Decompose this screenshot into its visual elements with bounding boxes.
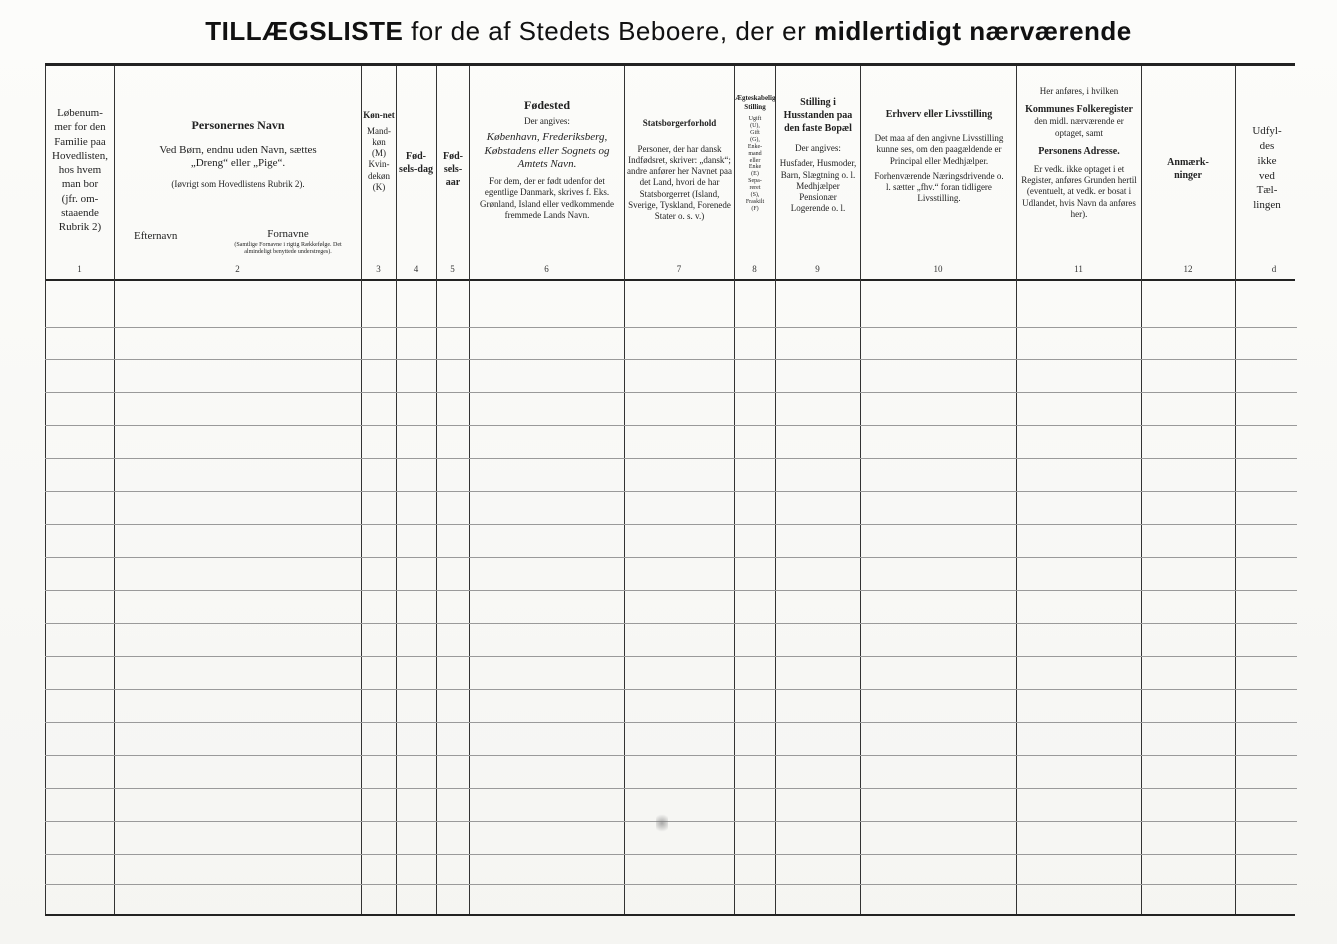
col10-text2: Forhenværende Næringsdrivende o. l. sætter „fhv.“ foran tidligere Livsstilling.	[874, 170, 1004, 204]
column-number: 7	[676, 264, 682, 274]
col5-header	[437, 150, 469, 350]
col9-text: Husfader, Husmoder, Barn, Slægtning o. l. Medhjælper Pensionær Logerende o. l.	[779, 158, 857, 214]
col-d-line: Tæl-	[1256, 184, 1278, 197]
col6-italic: København, Frederiksberg, Købstadens eller Sognets og Amtets Navn.	[484, 130, 610, 171]
col6-text: For dem, der er født udenfor det egentlige Danmark, skrives f. Eks. Grønland, Island eller vedkommende fremmede Lands Navn.	[480, 176, 614, 220]
entry-row-line	[45, 524, 1297, 525]
col2-surname-label: Efternavn	[134, 230, 178, 242]
column-number: 5	[450, 264, 455, 274]
col-d-line: Udfyl-	[1252, 125, 1282, 137]
col10-header	[874, 108, 1004, 308]
col1-line: Hovedlisten,	[52, 149, 108, 162]
col8-line: Ugift	[748, 116, 762, 123]
entry-row-line	[45, 392, 1297, 393]
col1-header	[46, 106, 114, 306]
bottom-rule	[45, 914, 1295, 916]
col2-heading: Personernes Navn	[191, 118, 285, 132]
col1-line: mer for den	[54, 121, 106, 134]
col1-line: (jfr. om-	[61, 192, 99, 205]
col8-line: eller	[749, 157, 761, 164]
entry-row-line	[45, 884, 1297, 885]
col8-line: (F)	[751, 205, 759, 212]
col8-line: (E)	[751, 171, 759, 178]
col3-line: Mand-	[367, 125, 391, 136]
column-number: d	[1271, 264, 1277, 274]
col8-line: (S),	[750, 191, 760, 198]
col7-header	[627, 118, 732, 318]
col2-text3: (Iøvrigt som Hovedlistens Rubrik 2).	[171, 179, 305, 190]
column-number: 12	[1183, 264, 1193, 274]
entry-row-line	[45, 755, 1297, 756]
col12-header	[1160, 156, 1216, 356]
col8-line: Enke	[748, 164, 762, 171]
column-divider	[1016, 66, 1017, 914]
entry-row-line	[45, 458, 1297, 459]
col11-heading2: Personens Adresse.	[1038, 145, 1120, 157]
col10-text: Det maa af den angivne Livsstilling kunne ses, om den paagældende er Principal eller Medhjælper.	[874, 133, 1004, 166]
title-main: TILLÆGSLISTE	[205, 16, 404, 46]
col3-header	[362, 110, 396, 310]
title-middle: for de af Stedets Beboere, der er	[411, 16, 807, 46]
col2-firstname-note: (Samtlige Fornavne i rigtig Rækkefølge. Det almindeligt benyttede understreges).	[234, 242, 342, 255]
col-d-line: ved	[1259, 169, 1275, 182]
col2-header	[118, 118, 358, 268]
col3-line: køn	[372, 136, 386, 147]
col9-sub: Der angives:	[795, 143, 841, 153]
col3-line: Kvin-	[368, 159, 390, 170]
col11-text2: Er vedk. ikke optaget i et Register, anføres Grunden hertil (eventuelt, at vedk. er bosat i Udlandet, hvis Navn da anføres her).	[1021, 163, 1137, 219]
col1-line: hos hvem	[58, 164, 102, 177]
col4-heading: Fød-sels-dag	[399, 151, 433, 175]
col8-line: (G),	[750, 136, 760, 143]
col-d-line: des	[1259, 139, 1275, 152]
col1-line: Løbenum-	[57, 107, 103, 119]
col9-heading: Stilling i Husstanden paa den faste Bopæl	[783, 97, 853, 134]
column-number: 9	[815, 264, 820, 274]
col11-text: den midl. nærværende er optaget, samt	[1034, 116, 1124, 138]
column-number: 6	[544, 264, 549, 274]
col11-pre: Her anføres, i hvilken	[1039, 86, 1119, 96]
col1-line: man bor	[61, 178, 99, 191]
entry-row-line	[45, 722, 1297, 723]
column-number: 4	[413, 264, 419, 274]
col1-line: staaende	[61, 207, 99, 220]
col1-line: Familie paa	[54, 135, 106, 148]
entry-row-line	[45, 821, 1297, 822]
col8-line: Sepa-	[748, 178, 762, 185]
top-rule	[45, 63, 1295, 66]
column-divider	[624, 66, 625, 914]
col8-line: Fraskilt	[745, 198, 765, 205]
col3-line: (M)	[372, 148, 386, 159]
entry-row-line	[45, 359, 1297, 360]
column-divider	[1235, 66, 1236, 914]
entry-row-line	[45, 425, 1297, 426]
entry-row-line	[45, 327, 1297, 328]
column-number: 10	[933, 264, 943, 274]
form-title	[0, 16, 1337, 47]
col2-text2: „Dreng“ eller „Pige“.	[190, 157, 286, 170]
column-divider	[396, 66, 397, 914]
col4-header	[398, 150, 434, 350]
col8-line: Enke-	[747, 143, 763, 150]
col8-line: mand	[748, 150, 762, 157]
entry-row-line	[45, 623, 1297, 624]
column-number: 1	[77, 264, 82, 274]
col2-firstname-label: Fornavne	[267, 228, 309, 240]
col8-line: Gift	[750, 129, 760, 136]
entry-row-line	[45, 557, 1297, 558]
entry-row-line	[45, 788, 1297, 789]
entry-row-line	[45, 590, 1297, 591]
col3-line: (K)	[372, 181, 386, 192]
entry-row-line	[45, 854, 1297, 855]
col-d-line: lingen	[1253, 199, 1281, 212]
ink-smudge	[656, 812, 668, 834]
col-d-line: ikke	[1257, 154, 1277, 167]
col1-line: Rubrik 2)	[58, 221, 102, 234]
col8-line: reret	[749, 185, 761, 192]
entry-row-line	[45, 689, 1297, 690]
col6-heading: Fødested	[524, 98, 570, 112]
column-number: 3	[376, 264, 381, 274]
col2-text1: Ved Børn, endnu uden Navn, sættes	[159, 143, 317, 156]
column-divider	[469, 66, 470, 914]
col3-line: dekøn	[368, 170, 390, 181]
column-divider	[775, 66, 776, 914]
col6-sub: Der angives:	[524, 115, 570, 126]
col11-heading: Kommunes Folkeregister	[1025, 104, 1133, 116]
entry-row-line	[45, 491, 1297, 492]
column-divider	[860, 66, 861, 914]
col5-heading: Fød-sels-aar	[443, 151, 463, 188]
entry-row-line	[45, 656, 1297, 657]
col12-heading: Anmærk-ninger	[1167, 157, 1209, 181]
col7-text: Personer, der har dansk Indfødsret, skriver: „dansk“; andre anfører her Navnet paa det Land, hvori de har Statsborgerret (Island, Sverige, Tyskland, Forenede Stater o. s. v.)	[627, 143, 732, 222]
column-number: 11	[1074, 264, 1083, 274]
col-d-header	[1238, 124, 1296, 324]
col8-line: (U),	[750, 123, 760, 130]
column-number: 2	[235, 264, 240, 274]
col8-heading: Ægteskabelig Stilling	[735, 94, 775, 112]
column-number: 8	[752, 264, 757, 274]
title-end: midlertidigt nærværende	[813, 16, 1132, 46]
col10-heading: Erhverv eller Livsstilling	[885, 109, 993, 120]
col7-heading: Statsborgerforhold	[642, 118, 717, 128]
column-divider	[1141, 66, 1142, 914]
col11-header	[1020, 86, 1138, 286]
column-divider	[114, 66, 115, 914]
col3-heading: Køn-net	[363, 110, 395, 120]
